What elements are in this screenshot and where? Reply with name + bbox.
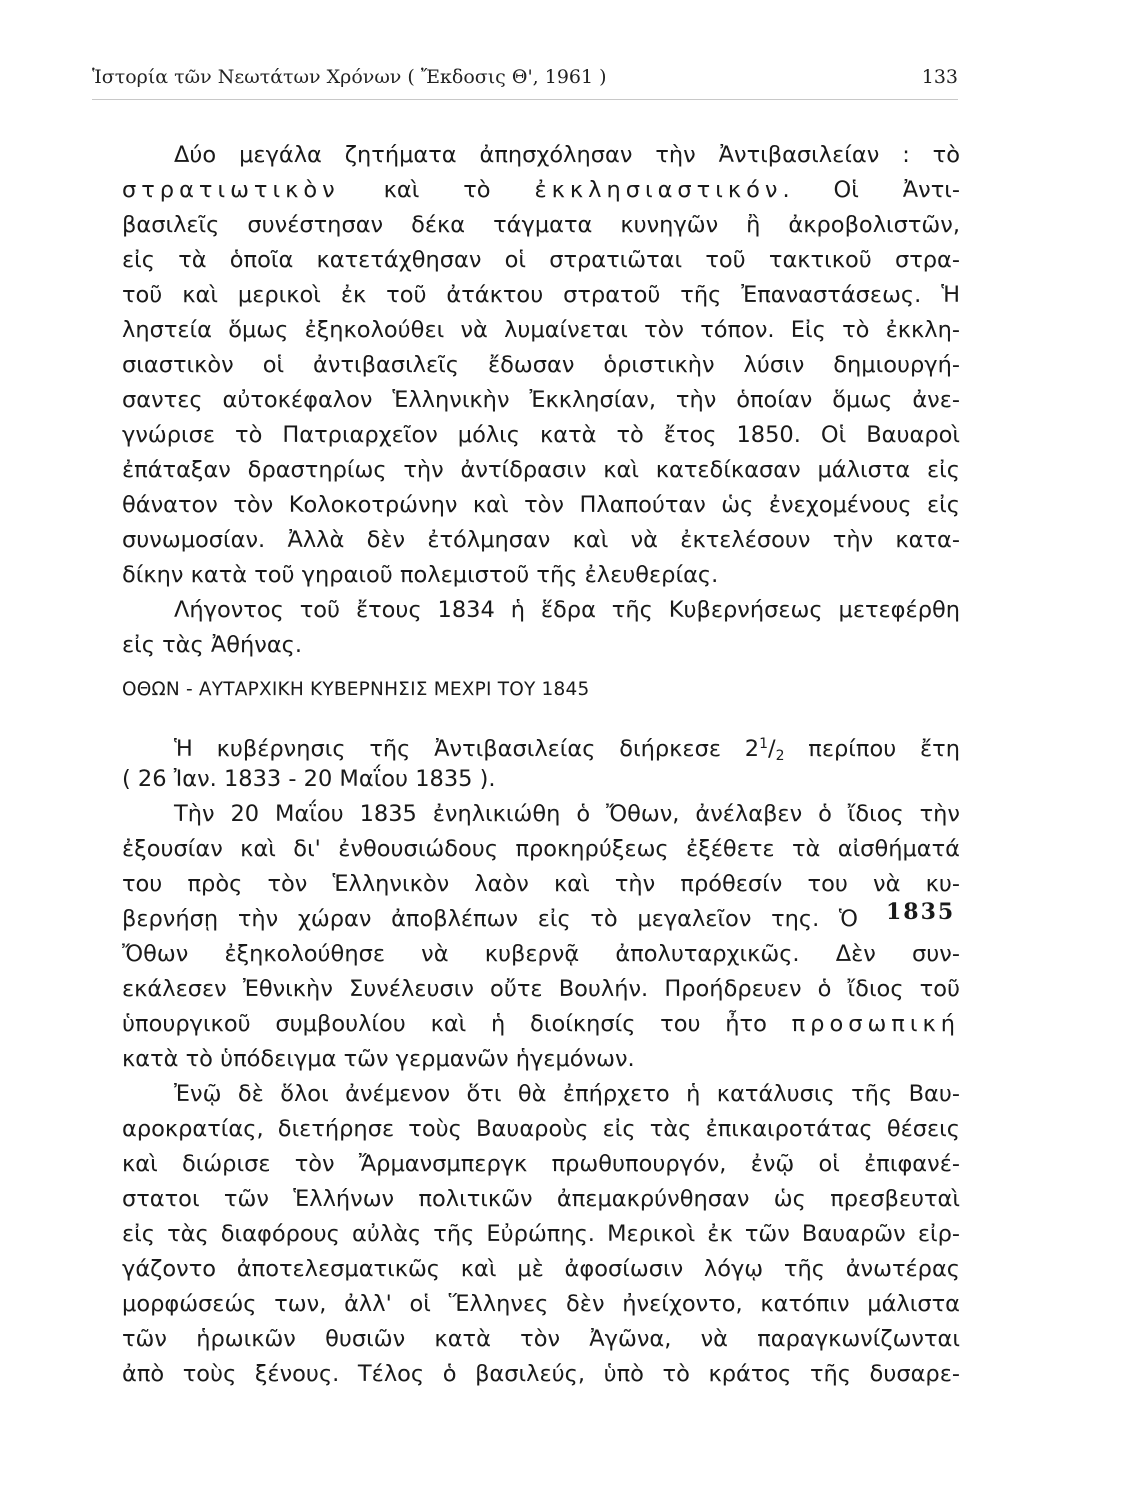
- text-line: του πρὸς τὸν Ἑλληνικὸν λαὸν καὶ τὴν πρόθεσίν του νὰ κυ-: [122, 871, 960, 897]
- text-line: εἰς τὰς διαφόρους αὐλὰς τῆς Εὐρώπης. Μερικοὶ ἐκ τῶν Βαυαρῶν εἰρ-: [122, 1221, 960, 1247]
- text-line: συνωμοσίαν. Ἀλλὰ δὲν ἐτόλμησαν καὶ νὰ ἐκτελέσουν τὴν κατα-: [122, 527, 960, 553]
- page-number: 133: [921, 66, 958, 88]
- running-title: Ἱστορία τῶν Νεωτάτων Χρόνων ( Ἔκδοσις Θ', 1961 ): [92, 66, 607, 88]
- text-line: εκάλεσεν Ἐθνικὴν Συνέλευσιν οὔτε Βουλήν. Προήδρευεν ὁ ἴδιος τοῦ: [122, 976, 960, 1002]
- section-heading: ΟΘΩΝ - ΑΥΤΑΡΧΙΚΗ ΚΥΒΕΡΝΗΣΙΣ ΜΕΧΡΙ ΤΟΥ 1845: [122, 679, 590, 700]
- text-line: εἰς τὰ ὁποῖα κατετάχθησαν οἱ στρατιῶται τοῦ τακτικοῦ στρα-: [122, 247, 960, 273]
- running-header: [92, 66, 958, 96]
- text-line: τῶν ἡρωικῶν θυσιῶν κατὰ τὸν Ἀγῶνα, νὰ παραγκωνίζωνται: [122, 1326, 960, 1352]
- text-line: ἀπὸ τοὺς ξένους. Τέλος ὁ βασιλεύς, ὑπὸ τὸ κράτος τῆς δυσαρε-: [122, 1361, 960, 1387]
- text-line: ἐπάταξαν δραστηρίως τὴν ἀντίδρασιν καὶ κατεδίκασαν μάλιστα εἰς: [122, 457, 960, 483]
- text-line: βασιλεῖς συνέστησαν δέκα τάγματα κυνηγῶν ἢ ἀκροβολιστῶν,: [122, 212, 960, 238]
- text-line: ( 26 Ἰαν. 1833 - 20 Μαΐου 1835 ).: [122, 766, 496, 792]
- text-line: ληστεία ὅμως ἐξηκολούθει νὰ λυμαίνεται τὸν τόπον. Εἰς τὸ ἐκκλη-: [122, 317, 960, 343]
- text-line: αροκρατίας, διετήρησε τοὺς Βαυαροὺς εἰς τὰς ἐπικαιροτάτας θέσεις: [122, 1116, 960, 1142]
- text-line: δίκην κατὰ τοῦ γηραιοῦ πολεμιστοῦ τῆς ἐλευθερίας.: [122, 562, 719, 588]
- text-line: στατοι τῶν Ἑλλήνων πολιτικῶν ἀπεμακρύνθησαν ὡς πρεσβευταὶ: [122, 1186, 960, 1212]
- text-line: Ἐνῷ δὲ ὅλοι ἀνέμενον ὅτι θὰ ἐπήρχετο ἡ κατάλυσις τῆς Βαυ-: [174, 1081, 960, 1107]
- text-line: μορφώσεώς των, ἀλλ' οἱ Ἕλληνες δὲν ἠνείχοντο, κατόπιν μάλιστα: [122, 1291, 960, 1317]
- text-line: στρατιωτικὸν καὶ τὸ ἐκκλησιαστικόν. Οἱ Ἀντι-: [122, 177, 960, 203]
- header-rule: [92, 99, 958, 100]
- text-line: ἐξουσίαν καὶ δι' ἐνθουσιώδους προκηρύξεως ἐξέθετε τὰ αἰσθήματά: [122, 836, 960, 862]
- text-line: γάζοντο ἀποτελεσματικῶς καὶ μὲ ἀφοσίωσιν λόγῳ τῆς ἀνωτέρας: [122, 1256, 960, 1282]
- text-line: γνώρισε τὸ Πατριαρχεῖον μόλις κατὰ τὸ ἔτος 1850. Οἱ Βαυαροὶ: [122, 422, 960, 448]
- text-line: κατὰ τὸ ὑπόδειγμα τῶν γερμανῶν ἡγεμόνων.: [122, 1046, 635, 1072]
- text-line: εἰς τὰς Ἀθήνας.: [122, 632, 303, 658]
- text-line: Δύο μεγάλα ζητήματα ἀπησχόλησαν τὴν Ἀντιβασιλείαν : τὸ: [174, 142, 960, 168]
- text-line: ὑπουργικοῦ συμβουλίου καὶ ἡ διοίκησίς του ἦτο προσωπική: [122, 1011, 960, 1037]
- text-line: Ὄθων ἐξηκολούθησε νὰ κυβερνᾷ ἀπολυταρχικῶς. Δὲν συν-: [122, 941, 960, 967]
- text-line: Ἡ κυβέρνησις τῆς Ἀντιβασιλείας διήρκεσε $2^1/_2$ περίπου ἔτη: [174, 736, 960, 764]
- text-line: θάνατον τὸν Κολοκοτρώνην καὶ τὸν Πλαπούταν ὡς ἐνεχομένους εἰς: [122, 492, 960, 518]
- text-line: σιαστικὸν οἱ ἀντιβασιλεῖς ἔδωσαν ὁριστικὴν λύσιν δημιουργή-: [122, 352, 960, 378]
- text-line: Λήγοντος τοῦ ἔτους 1834 ἡ ἕδρα τῆς Κυβερνήσεως μετεφέρθη: [174, 597, 960, 623]
- text-line: βερνήσῃ τὴν χώραν ἀποβλέπων εἰς τὸ μεγαλεῖον της. Ὁ: [122, 906, 858, 932]
- text-line: καὶ διώρισε τὸν Ἄρμανσμπεργκ πρωθυπουργόν, ἐνῷ οἱ ἐπιφανέ-: [122, 1151, 960, 1177]
- text-line: Τὴν 20 Μαΐου 1835 ἐνηλικιώθη ὁ Ὄθων, ἀνέλαβεν ὁ ἴδιος τὴν: [174, 801, 960, 827]
- text-line: σαντες αὐτοκέφαλον Ἑλληνικὴν Ἐκκλησίαν, τὴν ὁποίαν ὅμως ἀνε-: [122, 387, 960, 413]
- margin-year-note: 1835: [886, 899, 956, 925]
- text-line: τοῦ καὶ μερικοὶ ἐκ τοῦ ἀτάκτου στρατοῦ τῆς Ἐπαναστάσεως. Ἡ: [122, 282, 960, 308]
